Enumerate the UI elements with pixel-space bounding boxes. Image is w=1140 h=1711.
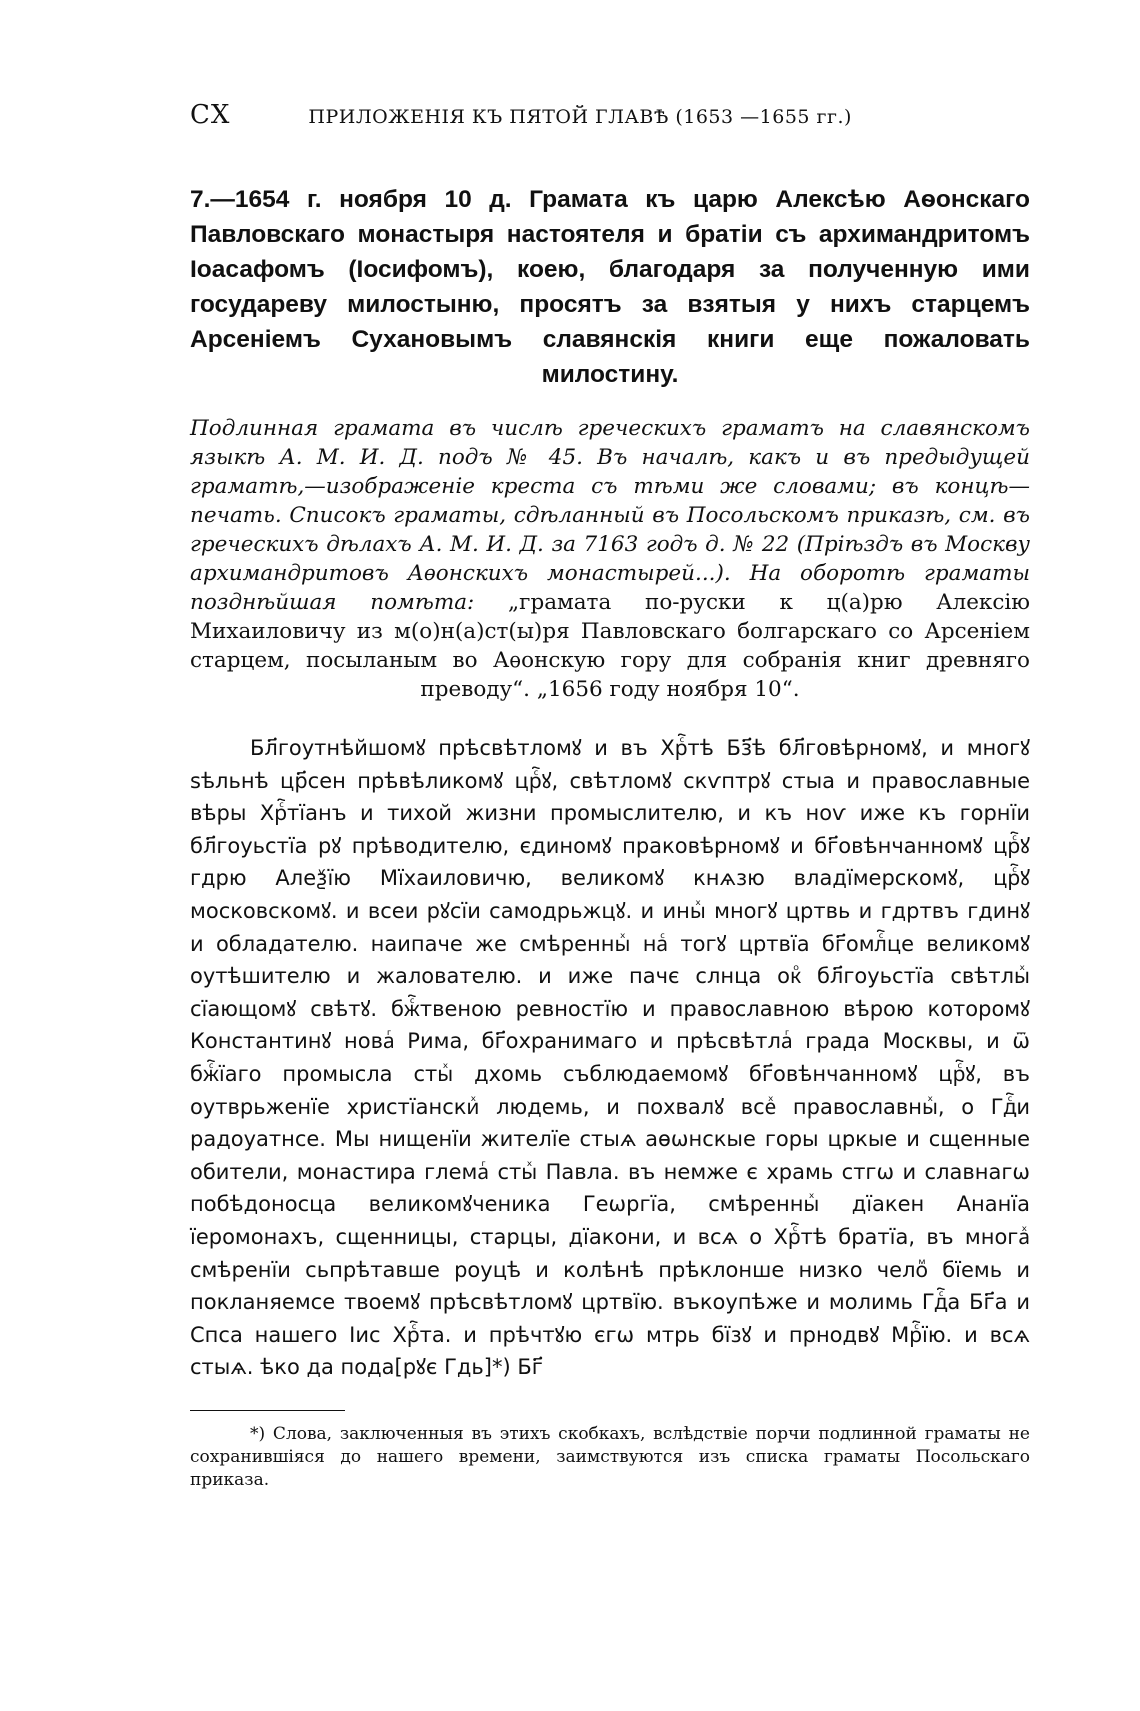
editorial-note — [190, 414, 1030, 704]
church-slavonic-text: Бл҃гоутнѣйшомꙋ прѣсвѣтломꙋ и въ Хрⷭ҇тѣ Бз҃ѣ бл҃говѣрномꙋ, и многꙋ ѕѣльнѣ цр҃сен прѣвѣликомꙋ црⷭ҇ꙋ, свѣтломꙋ скѵптрꙋ стыа и православные вѣры Хрⷭ҇тїанъ и тихой жизни промыслителю, и къ ноѵ иже къ горнїи бл҃гоуьстїа рꙋ прѣводителю, єдиномꙋ праковѣрномꙋ и бг҃овѣнчанномꙋ црⷭ҇ꙋ гдрю Алеѯїю Мїхаиловичю, великомꙋ кнѧзю владїмерскомꙋ, црⷭ҇ꙋ московскомꙋ. и всеи рꙋсїи самодрьжцꙋ. и иныⷯ многꙋ цртвь и гдртвъ гдинꙋ и обладателю. наипаче же смѣренныⷯ наⷭ тогꙋ цртвїа бг҃омлⷭ҇це великомꙋ оутѣшителю и жалователю. и иже пачє слнца окⷪ бл҃гоуьстїа свѣтлыⷯ сїающомꙋ свѣтꙋ. бжⷭ҇твеною ревностїю и православною вѣрою которомꙋ Константинꙋ новаⷢ Рима, бг҃охранимаго и прѣсвѣтлаⷢ града Москвы, и ѿ бжⷭ҇їаго промысла стыⷯ дхомь съблюдаемомꙋ бг҃овѣнчанномꙋ црⷭ҇ꙋ, въ оутврьженїе христїанскиⷯ людемь, и похвалꙋ всеⷯ православныⷯ, о Гдⷭ҇и радоуатнсе. Мы нищенїи жителїе стыѧ аѳѡнскые горы цркые и сщенные обители, монастира глемаⷢ стыⷯ Павла. въ немже є храмь стгѡ и славнагѡ побѣдоносца великомꙋченика Геѡргїа, смѣренныⷯ дїакен Ананїа їеромонахъ, сщенницы, старцы, дїакони, и всѧ о Хрⷭ҇тѣ братїа, въ многаⷯ смѣренїи сьпрѣтавше роуцѣ и колѣнѣ прѣклонше низко челоⷨ бїемь и покланяемсе твоемꙋ прѣсвѣтломꙋ цртвїю. въкоупѣже и молимь Гдⷭ҇а Бг҃а и Спса нашего Іис Хрⷭ҇та. и прѣчтꙋю єгѡ мтрь бїзꙋ и прнодвꙋ Мрⷭ҇їю. и всѧ стыѧ. ѣко да пода[рꙋє Гдь]*) Бг҃ — [190, 736, 1030, 1380]
running-head — [190, 100, 1030, 130]
note-roman-text: „грамата по-руски к ц(а)рю Алексію Михаиловичу из м(о)н(а)ст(ы)ря Павловскаго болгарскаго со Арсеніем старцем, посыланым во Аѳонскую гору для собранія книг древняго преводу“. „1656 году ноября 10“. — [190, 590, 1030, 702]
note-italic-text: Подлинная грамата въ числѣ греческихъ граматъ на славянскомъ языкѣ А. М. И. Д. подъ № 45. Въ началѣ, какъ и въ предыдущей граматѣ,—изображеніе креста съ тѣми же словами; въ концѣ—печать. Списокъ граматы, сдѣланный въ Посольскомъ приказѣ, см. въ греческихъ дѣлахъ А. М. И. Д. за 7163 годъ д. № 22 (Пріѣздъ въ Москву архимандритовъ Аѳонскихъ монастырей...). На оборотѣ граматы позднѣйшая помѣта: — [190, 416, 1030, 615]
footnote: *) Слова, заключенныя въ этихъ скобкахъ, вслѣдствіе порчи подлинной граматы не сохранившіяся до нашего времени, заимствуются изъ списка граматы Посольскаго приказа. — [190, 1423, 1030, 1490]
running-title: ПРИЛОЖЕНІЯ КЪ ПЯТОЙ ГЛАВѢ (1653 —1655 гг.) — [308, 106, 852, 128]
footnote-divider — [190, 1410, 345, 1411]
page-number: CX — [190, 100, 231, 130]
entry-heading: 7.—1654 г. ноября 10 д. Грамата къ царю Алексѣю Аѳонскаго Павловскаго монастыря настоятеля и братіи съ архимандритомъ Іоасафомъ (Іосифомъ), коею, благодаря за полученную ими государеву милостыню, просятъ за взятыя у нихъ старцемъ Арсеніемъ Сухановымъ славянскія книги еще пожаловать милостину. — [190, 186, 1030, 388]
